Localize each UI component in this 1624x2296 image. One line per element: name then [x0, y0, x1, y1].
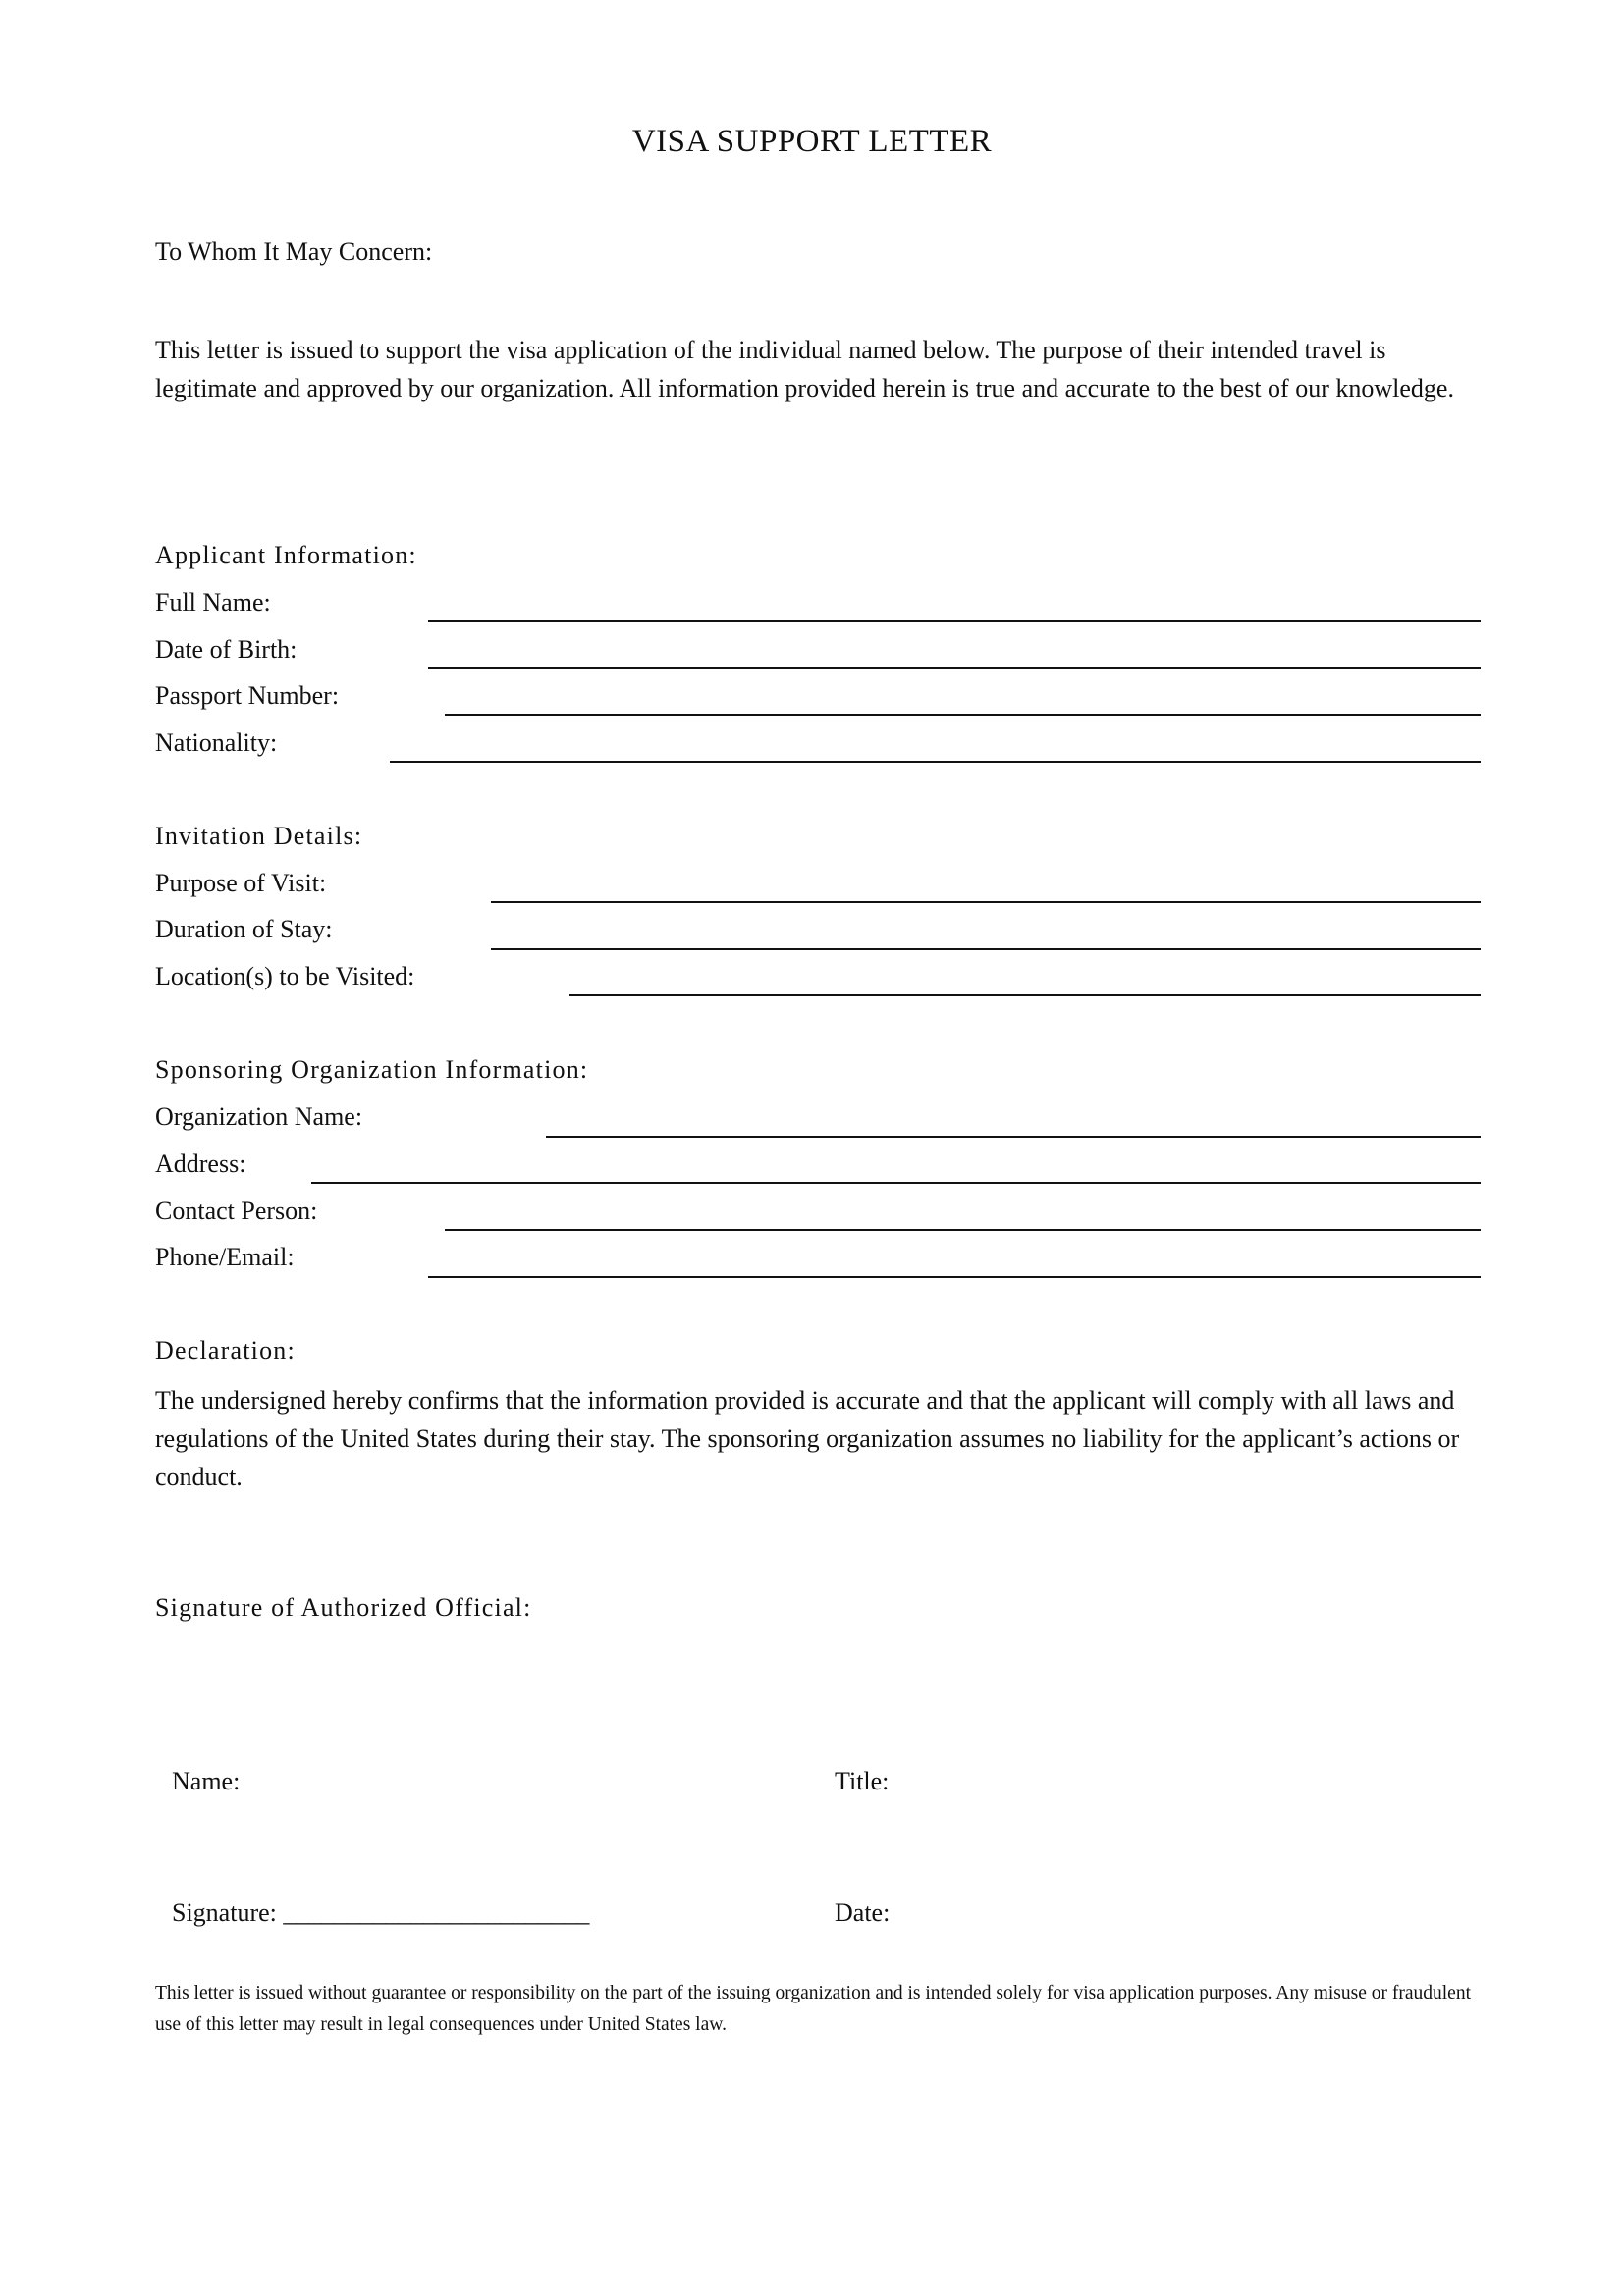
- field-label-nationality: Nationality:: [155, 728, 278, 757]
- section-heading-declaration: Declaration:: [155, 1336, 296, 1364]
- disclaimer-text: This letter is issued without guarantee or responsibility on the part of the issuing organization and is intended solely for visa application purposes. Any misuse or fraudulent use of this letter may result in legal consequences under United States law.: [155, 1983, 1472, 2035]
- title-label: Title:: [835, 1767, 890, 1795]
- field-label-passport-number: Passport Number:: [155, 681, 340, 710]
- date-label: Date:: [835, 1898, 891, 1927]
- field-line-purpose-of-visit[interactable]: [491, 901, 1481, 903]
- document-title: VISA SUPPORT LETTER: [631, 124, 993, 159]
- field-line-duration-of-stay[interactable]: [491, 948, 1481, 950]
- signature-line[interactable]: Signature: ________________________: [172, 1898, 590, 1927]
- field-line-full-name[interactable]: [428, 620, 1481, 622]
- field-label-address: Address:: [155, 1149, 246, 1178]
- field-label-contact-person: Contact Person:: [155, 1197, 318, 1225]
- field-label-full-name: Full Name:: [155, 588, 271, 616]
- field-label-organization-name: Organization Name:: [155, 1102, 363, 1131]
- intro-paragraph: This letter is issued to support the visa application of the individual named below. The purpose of their intended travel is legitimate and approved by our organization. All information provided herein is true and accurate to the best of our knowledge.: [155, 336, 1454, 402]
- section-heading-sponsor: Sponsoring Organization Information:: [155, 1055, 589, 1084]
- field-line-passport-number[interactable]: [445, 714, 1481, 716]
- field-line-organization-name[interactable]: [546, 1136, 1481, 1138]
- section-heading-invitation: Invitation Details:: [155, 822, 363, 850]
- field-line-locations[interactable]: [569, 994, 1481, 996]
- field-label-phone-email: Phone/Email:: [155, 1243, 295, 1271]
- section-heading-signature: Signature of Authorized Official:: [155, 1593, 532, 1622]
- field-line-date-of-birth[interactable]: [428, 667, 1481, 669]
- name-label: Name:: [172, 1767, 241, 1795]
- field-line-nationality[interactable]: [390, 761, 1481, 763]
- field-label-date-of-birth: Date of Birth:: [155, 635, 298, 664]
- field-label-purpose-of-visit: Purpose of Visit:: [155, 869, 327, 897]
- field-label-duration-of-stay: Duration of Stay:: [155, 915, 333, 943]
- declaration-paragraph: The undersigned hereby confirms that the information provided is accurate and that the applicant will comply with all laws and regulations of the United States during their stay. The sponsoring organization assumes no liability for the applicant’s actions or conduct.: [155, 1386, 1460, 1491]
- field-line-address[interactable]: [311, 1182, 1481, 1184]
- field-label-locations: Location(s) to be Visited:: [155, 962, 415, 990]
- section-heading-applicant: Applicant Information:: [155, 541, 417, 569]
- field-line-contact-person[interactable]: [445, 1229, 1481, 1231]
- salutation: To Whom It May Concern:: [155, 238, 433, 266]
- field-line-phone-email[interactable]: [428, 1276, 1481, 1278]
